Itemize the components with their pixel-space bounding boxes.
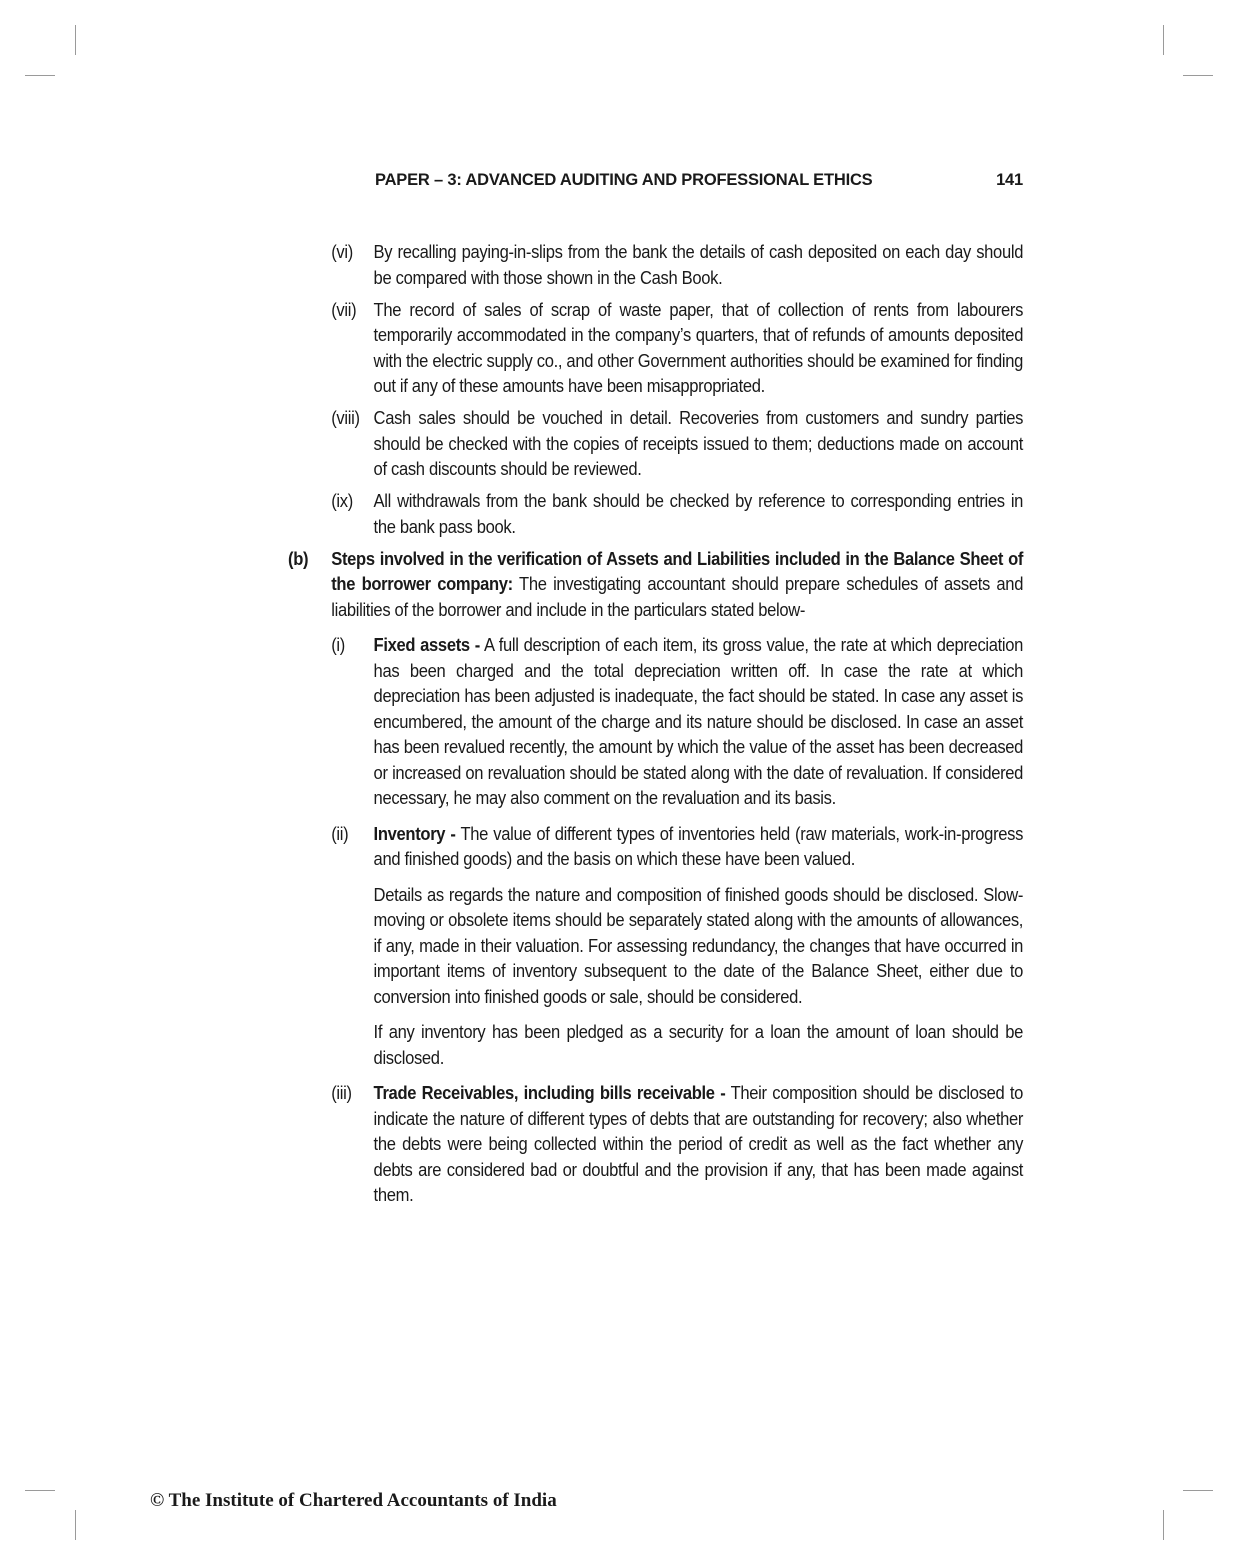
section-b-text: The investigating accountant should prepare schedules of assets and liabilities of the borrower and include in the particulars stated below-	[331, 574, 1024, 620]
inventory-paragraph: If any inventory has been pledged as a security for a loan the amount of loan should be disclosed.	[373, 1022, 1024, 1068]
list-item-vii: (vii) The record of sales of scrap of waste paper, that of collection of rents from labourers temporarily accommodated in the company’s quarters, that of refunds of amounts deposited with the electric supply co., and other Government authorities should be examined for finding out if any of these amounts have been misappropriated.	[331, 299, 1024, 396]
page-number: 141	[996, 171, 1023, 189]
section-b: (b) Steps involved in the verification of Assets and Liabilities included in the Balance Sheet of the borrower company: The investigating accountant should prepare schedules of assets and liabilities of the borrower and include in the particulars stated below-	[288, 548, 1024, 620]
crop-mark	[1163, 1510, 1164, 1540]
section-b-heading: Steps involved in the verification of Assets and Liabilities included in the Balance Sheet of the borrower company:	[331, 548, 1024, 594]
list-item-ix: (ix) All withdrawals from the bank should be checked by reference to corresponding entries in the bank pass book.	[331, 491, 1024, 537]
page-body	[288, 240, 1023, 1215]
crop-mark	[1183, 75, 1213, 76]
list-item-vi: (vi) By recalling paying-in-slips from the bank the details of cash deposited on each day should be compared with those shown in the Cash Book.	[331, 242, 1024, 288]
crop-mark	[1183, 1490, 1213, 1491]
paper-title: PAPER – 3: ADVANCED AUDITING AND PROFESSIONAL ETHICS	[375, 171, 873, 189]
crop-mark	[25, 75, 55, 76]
footer-copyright: © The Institute of Chartered Accountants of India	[150, 1490, 557, 1511]
crop-mark	[75, 25, 76, 55]
list-item-trade-receivables: (iii) Trade Receivables, including bills receivable - Their composition should be disclosed to indicate the nature of different types of debts that are outstanding for recovery; also whether the debts were being collected within the period of credit as well as the fact whether any debts are considered bad or doubtful and the provision if any, that has been made against them.	[331, 1083, 1024, 1205]
list-item-viii: (viii) Cash sales should be vouched in detail. Recoveries from customers and sundry parties should be checked with the copies of receipts issued to them; deductions made on account of cash discounts should be reviewed.	[331, 408, 1024, 479]
inventory-paragraph: Details as regards the nature and composition of finished goods should be disclosed. Slow-moving or obsolete items should be separately stated along with the amounts of allowances, if any, made in their valuation. For assessing redundancy, the changes that have occurred in important items of inventory subsequent to the date of the Balance Sheet, either due to conversion into finished goods or sale, should be considered.	[373, 884, 1024, 1007]
crop-mark	[1163, 25, 1164, 55]
list-item-fixed-assets: (i) Fixed assets - A full description of each item, its gross value, the rate at which depreciation has been charged and the total depreciation written off. In case the rate at which depreciation has been adjusted is inadequate, the fact should be stated. In case any asset is encumbered, the amount of the charge and its nature should be disclosed. In case an asset has been revalued recently, the amount by which the value of the asset has been decreased or increased on revaluation should be stated along with the date of revaluation. If considered necessary, he may also comment on the revaluation and its basis.	[331, 635, 1024, 808]
crop-mark	[25, 1490, 55, 1491]
crop-mark	[75, 1510, 76, 1540]
list-item-inventory: (ii) Inventory - The value of different types of inventories held (raw materials, work-in-progress and finished goods) and the basis on which these have been valued.	[331, 823, 1024, 869]
